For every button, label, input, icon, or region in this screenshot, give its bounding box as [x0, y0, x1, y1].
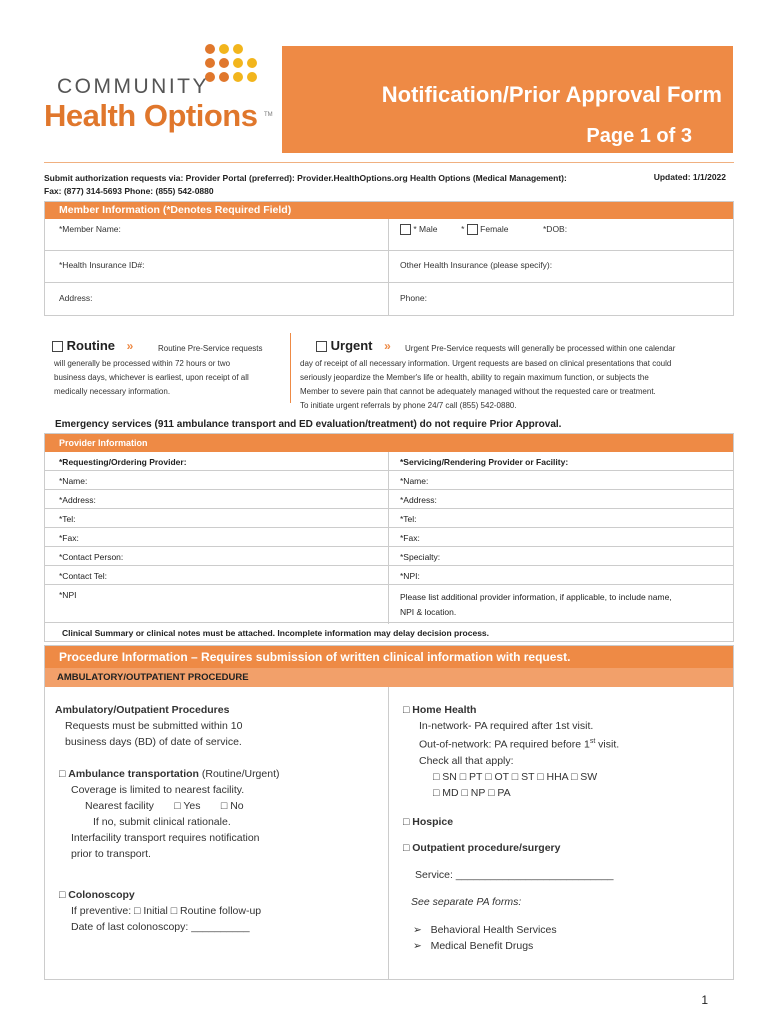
ambulatory-block [55, 702, 375, 750]
home-health-options-1 [403, 769, 723, 785]
home-health-title: Home Health [412, 704, 477, 716]
table-row [45, 471, 733, 490]
yes-label: Yes [183, 800, 201, 812]
req-name-field[interactable]: *Name: [59, 476, 88, 486]
yes-checkbox-icon[interactable]: □ [174, 800, 181, 812]
page-indicator: Page 1 of 3 [586, 125, 692, 147]
ambulatory-subbar: AMBULATORY/OUTPATIENT PROCEDURE [45, 668, 733, 687]
urgent-line: To initiate urgent referrals by phone 24/7 call (855) 542-0880. [300, 401, 517, 410]
table-row [45, 566, 733, 585]
home-health-line: Check all that apply: [419, 754, 514, 767]
md-label: MD [442, 786, 459, 799]
member-row-line [45, 282, 733, 283]
md-checkbox-icon[interactable]: □ [433, 786, 440, 799]
list-item[interactable] [413, 938, 557, 954]
ot-label: OT [494, 770, 509, 783]
sn-checkbox-icon[interactable]: □ [433, 770, 440, 783]
member-information-section [44, 201, 734, 316]
member-info-bar: Member Information (*Denotes Required Field) [45, 202, 733, 219]
table-row [45, 528, 733, 547]
preventive-label: If preventive: [71, 905, 132, 917]
insurance-id-field[interactable]: *Health Insurance ID#: [59, 260, 145, 270]
req-npi-field[interactable]: *NPI [59, 590, 77, 600]
requesting-provider-heading: *Requesting/Ordering Provider: [59, 457, 187, 467]
dob-field[interactable]: *DOB: [543, 224, 568, 234]
pa-forms-list [413, 922, 557, 954]
sw-label: SW [580, 770, 598, 783]
hospice-label: Hospice [412, 816, 454, 828]
additional-provider-note-line: Please list additional provider information, if applicable, to include name, [400, 592, 672, 602]
preventive-row [59, 903, 379, 919]
req-contact-person-field[interactable]: *Contact Person: [59, 552, 124, 562]
page-number: 1 [701, 993, 708, 1007]
member-row-line [45, 250, 733, 251]
address-field[interactable]: Address: [59, 293, 93, 303]
home-health-sup: st [589, 738, 596, 745]
outpatient-label: Outpatient procedure/surgery [412, 842, 561, 854]
form-title: Notification/Prior Approval Form [381, 82, 722, 107]
ambulatory-line: Requests must be submitted within 10 [65, 720, 243, 732]
ambulatory-line: business days (BD) of date of service. [65, 736, 242, 748]
urgent-option[interactable] [316, 338, 391, 353]
table-row [45, 547, 733, 566]
colonoscopy-block [59, 887, 379, 935]
svc-address-field[interactable]: *Address: [400, 495, 437, 505]
no-label: No [230, 800, 244, 812]
ambulance-title: Ambulance transportation [68, 768, 199, 780]
urgent-line: Member to severe pain that cannot be adequately managed without the requested care or treatment. [300, 387, 656, 396]
svc-specialty-field[interactable]: *Specialty: [400, 552, 441, 562]
ambulance-line: Interfacility transport requires notification [71, 832, 260, 844]
provider-head-row [45, 452, 733, 471]
routine-checkbox[interactable] [52, 341, 63, 352]
home-health-line: In-network- PA required after 1st visit. [419, 720, 594, 732]
nearest-facility-row [59, 798, 379, 814]
home-health-line [403, 734, 723, 753]
table-row [45, 490, 733, 509]
colonoscopy-title: Colonoscopy [68, 889, 135, 901]
ot-checkbox-icon[interactable]: □ [485, 770, 492, 783]
np-checkbox-icon[interactable]: □ [461, 786, 468, 799]
pa-checkbox-icon[interactable]: □ [488, 786, 495, 799]
nearest-facility-label: Nearest facility [85, 800, 154, 812]
gender-field [400, 224, 509, 235]
hospice-checkbox-icon[interactable]: □ [403, 816, 410, 828]
header-divider [44, 162, 734, 163]
member-divider [388, 219, 389, 315]
routine-line: will generally be processed within 72 hours or two [54, 359, 231, 368]
procedure-information-section [44, 645, 734, 980]
female-checkbox[interactable] [467, 224, 478, 235]
outpatient-checkbox-icon[interactable]: □ [403, 842, 410, 854]
list-item[interactable] [413, 922, 557, 938]
ambulance-line: Coverage is limited to nearest facility. [71, 784, 245, 796]
medical-benefit-drugs-link: Medical Benefit Drugs [430, 940, 534, 952]
procedure-divider [388, 687, 389, 980]
st-label: ST [521, 770, 535, 783]
routine-description [54, 357, 279, 399]
routine-line: medically necessary information. [54, 387, 171, 396]
pt-label: PT [469, 770, 483, 783]
last-colonoscopy-field[interactable]: Date of last colonoscopy: __________ [71, 921, 250, 933]
logo-community-text: COMMUNITY [57, 75, 209, 98]
ambulance-block [59, 766, 379, 862]
submit-line-1: Submit authorization requests via: Provider Portal (preferred): Provider.HealthOptions.org Health Options (Medical Management): [44, 173, 567, 183]
routine-line: business days, whichever is earliest, upon receipt of all [54, 373, 249, 382]
routine-urgent-divider [290, 333, 291, 403]
svc-tel-field[interactable]: *Tel: [400, 514, 417, 524]
req-contact-tel-field[interactable]: *Contact Tel: [59, 571, 108, 581]
submit-instructions [44, 172, 644, 198]
service-field[interactable]: Service: ___________________________ [415, 869, 614, 881]
routine-option[interactable] [52, 338, 133, 353]
male-checkbox[interactable] [400, 224, 411, 235]
logo-health-options-text: Health Options [44, 98, 258, 133]
home-health-options-2 [403, 785, 723, 801]
hospice-option [403, 814, 453, 830]
arrow-bullet-icon: ➢ [413, 924, 422, 936]
urgent-lead: Urgent Pre-Service requests will generally be processed within one calendar [405, 344, 676, 353]
st-checkbox-icon[interactable]: □ [511, 770, 519, 783]
ambulance-line: If no, submit clinical rationale. [93, 816, 231, 828]
servicing-provider-heading: *Servicing/Rendering Provider or Facility: [400, 457, 569, 467]
emergency-note: Emergency services (911 ambulance transport and ED evaluation/treatment) do not require Prior Approval. [55, 419, 562, 430]
submit-line-2: Fax: (877) 314-5693 Phone: (855) 542-0880 [44, 186, 214, 196]
svc-npi-field[interactable]: *NPI: [400, 571, 420, 581]
table-row [45, 509, 733, 528]
req-address-field[interactable]: *Address: [59, 495, 96, 505]
home-health-oon-text: Out-of-network: PA required before 1 [419, 738, 590, 751]
ambulance-line: prior to transport. [71, 848, 151, 860]
svc-name-field[interactable]: *Name: [400, 476, 429, 486]
routine-followup-label: Routine follow-up [180, 905, 262, 917]
procedure-info-bar: Procedure Information – Requires submission of written clinical information with request. [45, 646, 733, 668]
female-star: * [461, 224, 465, 234]
home-health-block [403, 702, 723, 801]
urgent-line: seriously jeopardize the Member's life or health, ability to regain maximum function, or subjects the [300, 373, 649, 382]
logo-tm: TM [264, 112, 273, 118]
svc-fax-field[interactable]: *Fax: [400, 533, 420, 543]
ambulance-checkbox-icon[interactable]: □ [59, 768, 66, 780]
urgent-description [300, 357, 725, 413]
sw-checkbox-icon[interactable]: □ [571, 770, 578, 783]
urgent-line: day of receipt of all necessary information. Urgent requests are based on clinical presentations that could [300, 359, 672, 368]
initial-label: Initial [143, 905, 168, 917]
np-label: NP [470, 786, 486, 799]
home-health-oon-suffix: visit. [595, 738, 620, 751]
female-label: Female [480, 224, 509, 234]
routine-chevron-icon: » [126, 339, 134, 353]
behavioral-health-link: Behavioral Health Services [430, 924, 557, 936]
arrow-bullet-icon: ➢ [413, 940, 422, 952]
pt-checkbox-icon[interactable]: □ [459, 770, 467, 783]
hha-checkbox-icon[interactable]: □ [537, 770, 544, 783]
additional-provider-note [400, 590, 672, 620]
provider-info-bar: Provider Information [45, 434, 733, 452]
ambulance-suffix: (Routine/Urgent) [201, 768, 280, 780]
other-insurance-field[interactable]: Other Health Insurance (please specify): [400, 260, 553, 270]
phone-field[interactable]: Phone: [400, 293, 427, 303]
routine-lead: Routine Pre-Service requests [158, 344, 263, 353]
routine-label: Routine [66, 338, 116, 353]
home-health-checkbox-icon[interactable]: □ [403, 704, 410, 716]
see-pa-forms: See separate PA forms: [411, 896, 522, 908]
req-tel-field[interactable]: *Tel: [59, 514, 76, 524]
outpatient-option [403, 840, 560, 856]
table-row [45, 585, 733, 623]
logo-dots [205, 44, 261, 92]
additional-provider-note-line: NPI & location. [400, 607, 457, 617]
urgent-checkbox[interactable] [316, 341, 327, 352]
ambulatory-title: Ambulatory/Outpatient Procedures [55, 704, 230, 716]
sn-label: SN [442, 770, 457, 783]
initial-checkbox-icon[interactable]: □ [134, 905, 141, 917]
hha-label: HHA [546, 770, 569, 783]
colonoscopy-checkbox-icon[interactable]: □ [59, 889, 66, 901]
urgent-chevron-icon: » [384, 339, 391, 353]
req-fax-field[interactable]: *Fax: [59, 533, 79, 543]
routine-followup-checkbox-icon[interactable]: □ [170, 905, 178, 917]
male-label: * Male [413, 224, 438, 234]
urgent-label: Urgent [330, 338, 373, 353]
pa-label: PA [497, 786, 511, 799]
clinical-summary-note: Clinical Summary or clinical notes must be attached. Incomplete information may delay decision process. [62, 628, 490, 638]
provider-information-section [44, 433, 734, 642]
no-checkbox-icon[interactable]: □ [220, 800, 228, 812]
updated-date: Updated: 1/1/2022 [653, 172, 726, 182]
member-name-field[interactable]: *Member Name: [59, 224, 121, 234]
